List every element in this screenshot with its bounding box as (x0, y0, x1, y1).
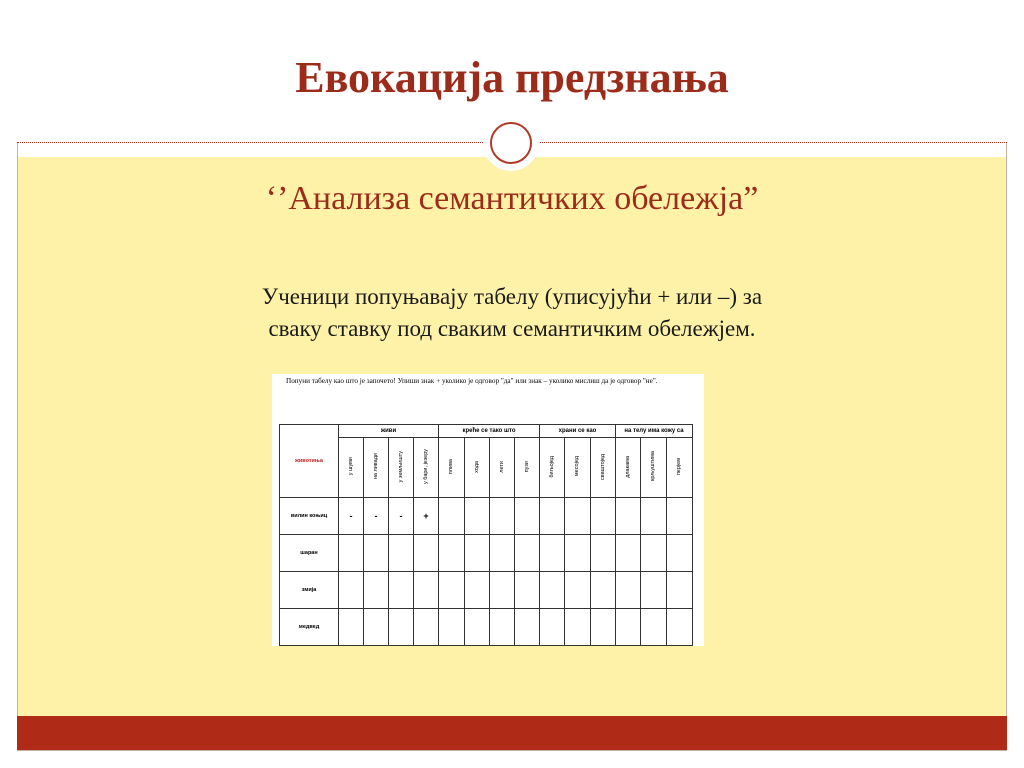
empty-cell (465, 572, 490, 609)
empty-cell (389, 609, 414, 646)
empty-cell (616, 609, 641, 646)
empty-cell (540, 609, 565, 646)
empty-cell (591, 535, 616, 572)
empty-cell (565, 535, 591, 572)
empty-cell (540, 572, 565, 609)
empty-cell (641, 535, 667, 572)
empty-cell (439, 535, 465, 572)
empty-cell (339, 535, 364, 572)
feature-header: месојед (565, 438, 591, 498)
empty-cell (565, 609, 591, 646)
slide-title: Евокација предзнања (295, 53, 729, 102)
feature-header: плива (439, 438, 465, 498)
feature-header: сваштојед (591, 438, 616, 498)
empty-cell (591, 609, 616, 646)
empty-cell (465, 535, 490, 572)
empty-cell (591, 498, 616, 535)
empty-cell (515, 572, 540, 609)
feature-header: у бари, језеру (414, 438, 439, 498)
feature-header: у шуми (339, 438, 364, 498)
circle-ornament-ring (490, 122, 532, 164)
empty-cell (515, 535, 540, 572)
animal-cell: медвед (280, 609, 339, 646)
feature-header: у земљишту (389, 438, 414, 498)
feature-header: пузи (515, 438, 540, 498)
empty-cell (490, 535, 515, 572)
empty-cell (414, 609, 439, 646)
feature-header: на ливади (364, 438, 389, 498)
feature-header: перјем (667, 438, 693, 498)
semantic-features-table (279, 424, 693, 646)
group-header: креће се тако што (439, 425, 540, 438)
feature-header: лети (490, 438, 515, 498)
empty-cell (439, 609, 465, 646)
mark-cell: - (389, 498, 414, 535)
feature-header: биљојед (540, 438, 565, 498)
empty-cell (540, 498, 565, 535)
empty-cell (515, 609, 540, 646)
table-instruction: Попуни табелу као што је започето! Упиши знак + уколико је одговор "да" или знак – уколико мислиш да је одговор "не". (286, 377, 658, 385)
table-row (280, 572, 693, 609)
empty-cell (364, 572, 389, 609)
empty-cell (339, 572, 364, 609)
slide-body-text (150, 281, 874, 345)
animal-cell: вилин коњиц (280, 498, 339, 535)
empty-cell (667, 498, 693, 535)
empty-cell (641, 498, 667, 535)
group-header: храни се као (540, 425, 616, 438)
empty-cell (439, 572, 465, 609)
empty-cell (667, 572, 693, 609)
body-line-1: Ученици попуњавају табелу (уписујући + или –) за (261, 284, 763, 309)
empty-cell (667, 609, 693, 646)
mark-cell: + (414, 498, 439, 535)
empty-cell (515, 498, 540, 535)
semantic-table-image (272, 374, 704, 646)
empty-cell (465, 609, 490, 646)
empty-cell (540, 535, 565, 572)
empty-cell (389, 572, 414, 609)
animal-cell: шаран (280, 535, 339, 572)
feature-header: крљуштима (641, 438, 667, 498)
empty-cell (641, 609, 667, 646)
empty-cell (439, 498, 465, 535)
group-header: на телу има кожу са (616, 425, 693, 438)
empty-cell (339, 609, 364, 646)
group-header: живи (339, 425, 439, 438)
empty-cell (616, 498, 641, 535)
empty-cell (389, 535, 414, 572)
feature-header: хода (465, 438, 490, 498)
empty-cell (616, 572, 641, 609)
empty-cell (565, 498, 591, 535)
table-corner-cell (280, 425, 339, 498)
slide-subtitle: ‘’Анализа семантичких обележја” (265, 180, 759, 217)
empty-cell (616, 535, 641, 572)
animal-cell: змија (280, 572, 339, 609)
empty-cell (414, 572, 439, 609)
empty-cell (565, 572, 591, 609)
mark-cell: - (339, 498, 364, 535)
empty-cell (490, 572, 515, 609)
bottom-band (17, 716, 1007, 750)
empty-cell (591, 572, 616, 609)
mark-cell: - (364, 498, 389, 535)
corner-label: животиња (295, 458, 323, 464)
feature-header: длакама (616, 438, 641, 498)
empty-cell (667, 535, 693, 572)
empty-cell (414, 535, 439, 572)
empty-cell (641, 572, 667, 609)
empty-cell (490, 609, 515, 646)
body-line-2: сваку ставку под сваким семантичким обележјем. (268, 316, 756, 341)
table-row (280, 498, 693, 535)
circle-ornament-icon (483, 115, 539, 171)
empty-cell (364, 609, 389, 646)
empty-cell (490, 498, 515, 535)
table-row (280, 609, 693, 646)
empty-cell (465, 498, 490, 535)
empty-cell (364, 535, 389, 572)
table-row (280, 535, 693, 572)
